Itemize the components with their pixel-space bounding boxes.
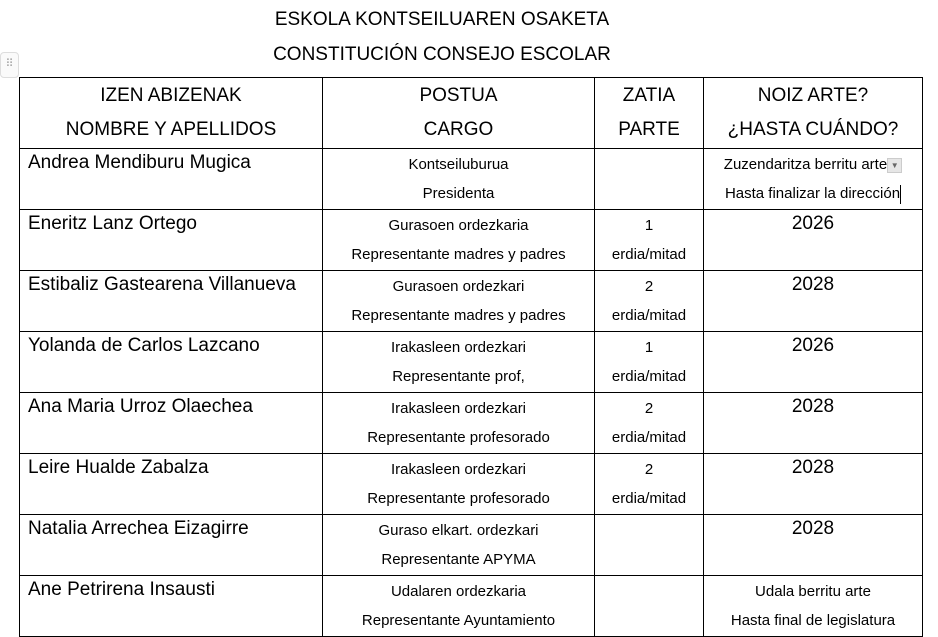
header-name: IZEN ABIZENAK NOMBRE Y APELLIDOS bbox=[20, 78, 323, 149]
parte-cell[interactable]: 1 erdia/mitad bbox=[595, 332, 704, 393]
name-cell[interactable]: Eneritz Lanz Ortego bbox=[20, 210, 323, 271]
text-cursor bbox=[900, 185, 901, 204]
header-cargo: POSTUA CARGO bbox=[323, 78, 595, 149]
table-row bbox=[20, 271, 923, 332]
until-cell[interactable]: Udala berritu arte Hasta final de legislatura bbox=[704, 576, 923, 637]
cargo-cell[interactable]: Guraso elkart. ordezkari Representante APYMA bbox=[323, 515, 595, 576]
drag-handle-icon[interactable]: ⠿ bbox=[0, 52, 19, 78]
until-cell[interactable]: 2028 bbox=[704, 454, 923, 515]
cargo-cell[interactable]: Irakasleen ordezkari Representante prof, bbox=[323, 332, 595, 393]
until-cell[interactable]: 2026 bbox=[704, 332, 923, 393]
table-row bbox=[20, 515, 923, 576]
header-parte: ZATIA PARTE bbox=[595, 78, 704, 149]
parte-cell[interactable]: 2 erdia/mitad bbox=[595, 454, 704, 515]
header-row bbox=[20, 78, 923, 149]
dropdown-icon[interactable]: ▼ bbox=[887, 158, 902, 173]
table-row bbox=[20, 149, 923, 210]
cargo-cell[interactable]: Kontseiluburua Presidenta bbox=[323, 149, 595, 210]
name-cell[interactable]: Natalia Arrechea Eizagirre bbox=[20, 515, 323, 576]
cargo-cell[interactable]: Gurasoen ordezkari Representante madres y padres bbox=[323, 271, 595, 332]
name-cell[interactable]: Estibaliz Gastearena Villanueva bbox=[20, 271, 323, 332]
parte-cell[interactable] bbox=[595, 576, 704, 637]
until-cell[interactable]: 2028 bbox=[704, 271, 923, 332]
cargo-cell[interactable]: Irakasleen ordezkari Representante profesorado bbox=[323, 454, 595, 515]
until-cell[interactable]: 2028 bbox=[704, 515, 923, 576]
cargo-cell[interactable]: Gurasoen ordezkaria Representante madres y padres bbox=[323, 210, 595, 271]
cargo-cell[interactable]: Udalaren ordezkaria Representante Ayuntamiento bbox=[323, 576, 595, 637]
name-cell[interactable]: Ane Petrirena Insausti bbox=[20, 576, 323, 637]
until-cell[interactable]: 2028 bbox=[704, 393, 923, 454]
table-row bbox=[20, 210, 923, 271]
document-title: ESKOLA KONTSEILUAREN OSAKETA bbox=[274, 9, 610, 30]
parte-cell[interactable]: 1 erdia/mitad bbox=[595, 210, 704, 271]
table-row bbox=[20, 332, 923, 393]
until-cell[interactable]: 2026 bbox=[704, 210, 923, 271]
parte-cell[interactable]: 2 erdia/mitad bbox=[595, 271, 704, 332]
name-cell[interactable]: Yolanda de Carlos Lazcano bbox=[20, 332, 323, 393]
parte-cell[interactable]: 2 erdia/mitad bbox=[595, 393, 704, 454]
cargo-cell[interactable]: Irakasleen ordezkari Representante profesorado bbox=[323, 393, 595, 454]
table-row bbox=[20, 454, 923, 515]
name-cell[interactable]: Leire Hualde Zabalza bbox=[20, 454, 323, 515]
until-cell[interactable]: Zuzendaritza berritu arte ▼ Hasta finalizar la dirección bbox=[704, 149, 923, 210]
header-until: NOIZ ARTE? ¿HASTA CUÁNDO? bbox=[704, 78, 923, 149]
name-cell[interactable]: Andrea Mendiburu Mugica bbox=[20, 149, 323, 210]
parte-cell[interactable] bbox=[595, 149, 704, 210]
parte-cell[interactable] bbox=[595, 515, 704, 576]
table-row bbox=[20, 393, 923, 454]
name-cell[interactable]: Ana Maria Urroz Olaechea bbox=[20, 393, 323, 454]
council-table bbox=[19, 77, 923, 637]
document-subtitle: CONSTITUCIÓN CONSEJO ESCOLAR bbox=[273, 44, 611, 65]
table-row bbox=[20, 576, 923, 637]
